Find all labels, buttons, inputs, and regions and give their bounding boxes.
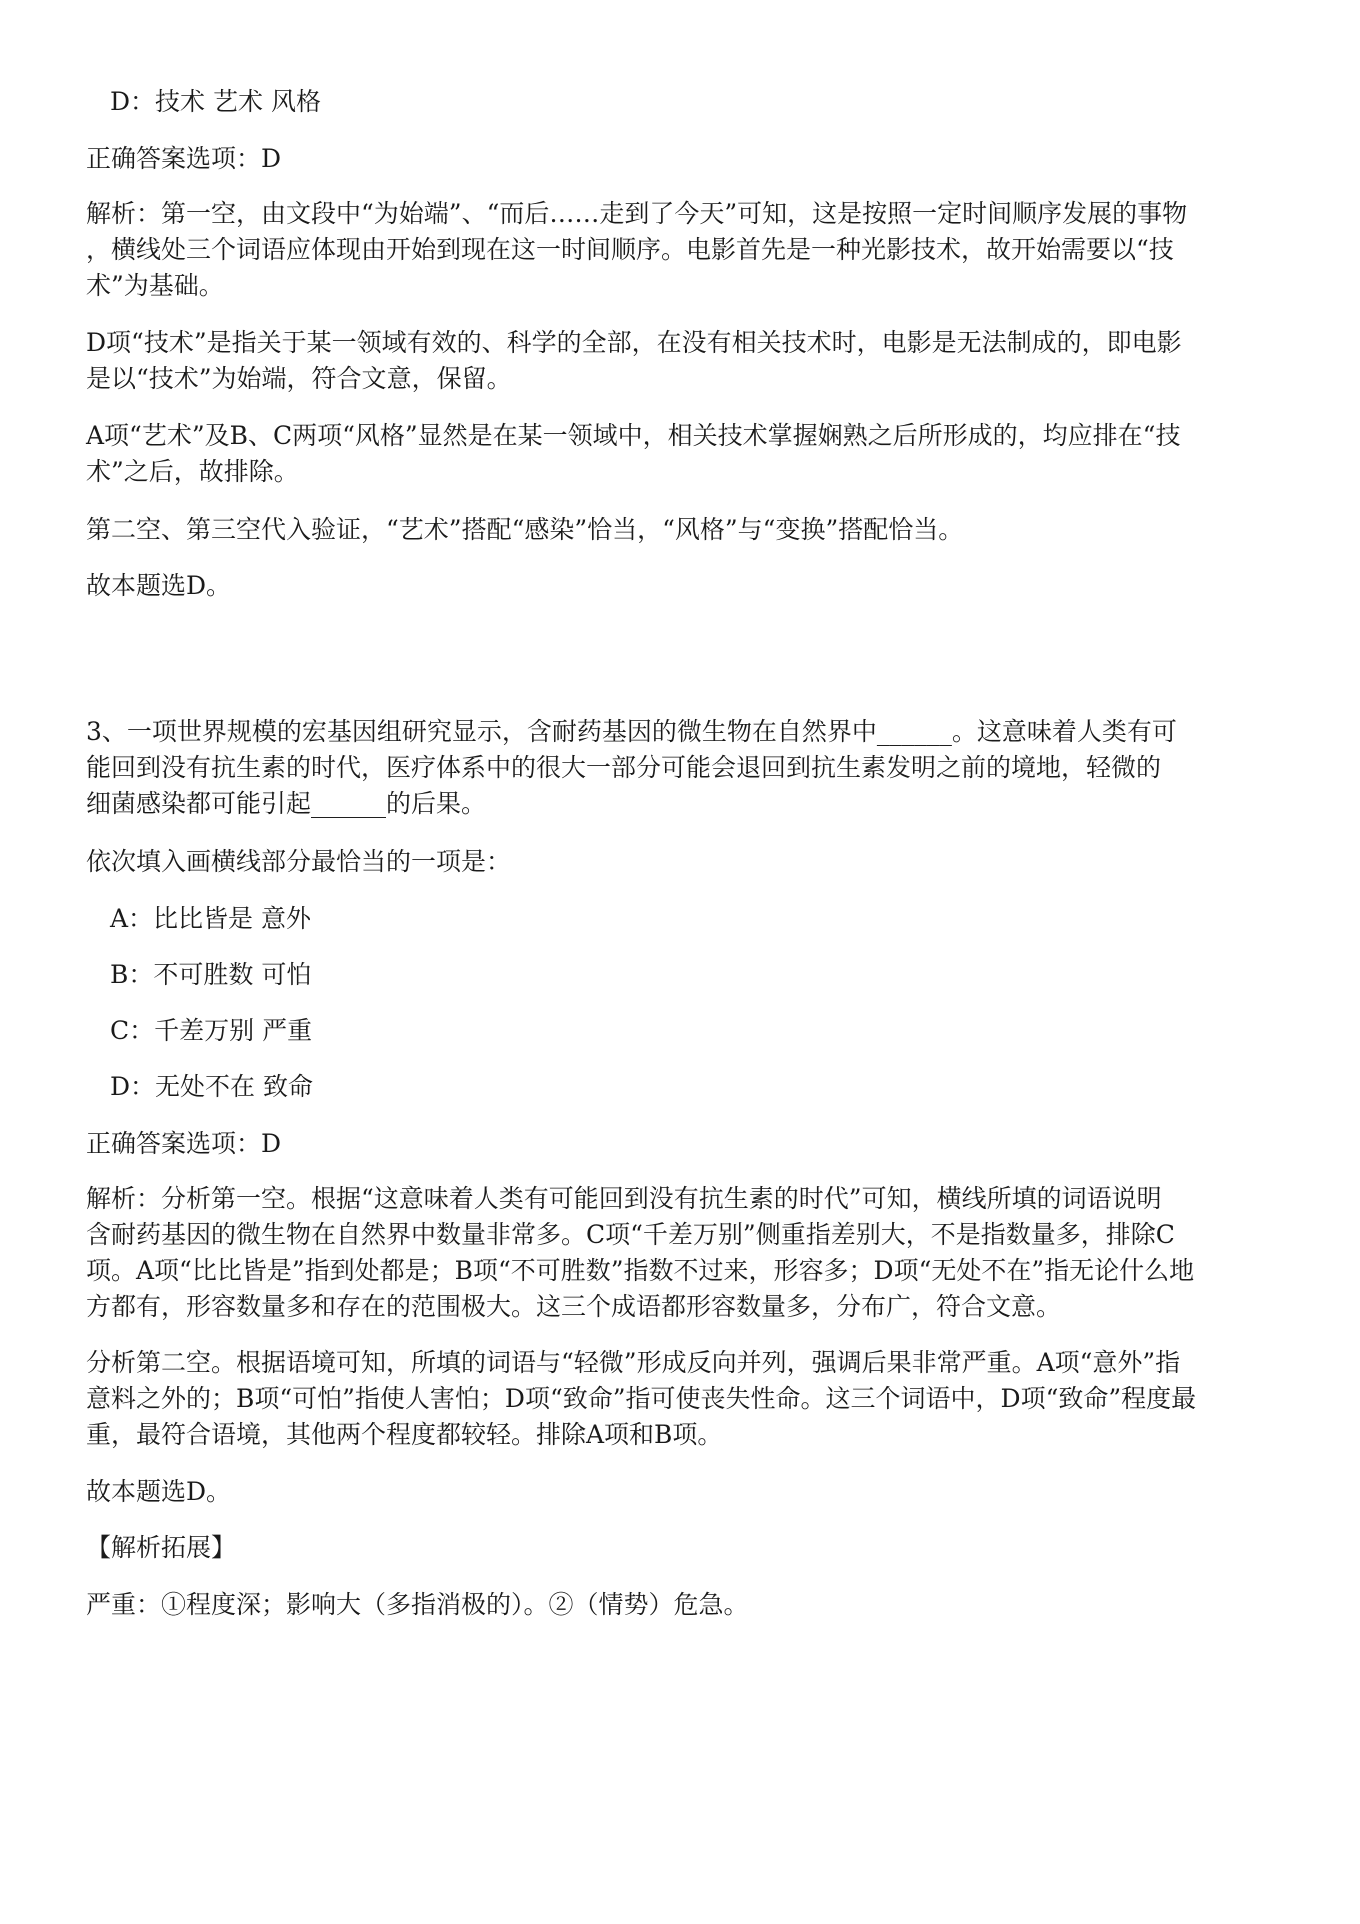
prev-para2-line: D项“技术”是指关于某一领域有效的、科学的全部，在没有相关技术时，电影是无法制成的，即电影 — [86, 328, 1182, 357]
prev-para3-line: A项“艺术”及B、C两项“风格”显然是在某一领域中，相关技术掌握娴熟之后所形成的，均应排在“技 — [86, 421, 1181, 450]
prev-analysis-para2 — [86, 325, 1286, 397]
question3-answer: 正确答案选项：D — [86, 1129, 282, 1158]
prev-answer: 正确答案选项：D — [86, 144, 282, 173]
question3-analysis2-line: 意料之外的；B项“可怕”指使人害怕；D项“致命”指可使丧失性命。这三个词语中，D项“致命”程度最 — [86, 1384, 1197, 1413]
extension-text: 严重：①程度深；影响大（多指消极的）。②（情势）危急。 — [86, 1590, 749, 1619]
prev-conclusion: 故本题选D。 — [86, 571, 232, 600]
prev-analysis-line: 术”为基础。 — [86, 271, 224, 300]
question3-analysis-line: 方都有，形容数量多和存在的范围极大。这三个成语都形容数量多，分布广，符合文意。 — [86, 1292, 1062, 1321]
question3-analysis-line: 解析：分析第一空。根据“这意味着人类有可能回到没有抗生素的时代”可知，横线所填的词语说明 — [86, 1184, 1162, 1213]
question3-conclusion: 故本题选D。 — [86, 1477, 232, 1506]
prev-analysis-para4: 第二空、第三空代入验证，“艺术”搭配“感染”恰当，“风格”与“变换”搭配恰当。 — [86, 515, 964, 544]
prev-analysis-line: 解析：第一空，由文段中“为始端”、“而后……走到了今天”可知，这是按照一定时间顺序发展的事物 — [86, 199, 1188, 228]
question3-stem — [86, 714, 1286, 822]
question3-analysis-line: 含耐药基因的微生物在自然界中数量非常多。C项“千差万别”侧重指差别大，不是指数量多，排除C — [86, 1220, 1175, 1249]
question3-prompt: 依次填入画横线部分最恰当的一项是： — [86, 847, 512, 876]
question3-analysis2-line: 重，最符合语境，其他两个程度都较轻。排除A项和B项。 — [86, 1420, 723, 1449]
prev-option-d: D：技术 艺术 风格 — [110, 87, 321, 116]
document-page — [86, 0, 1286, 1924]
question3-analysis2-line: 分析第二空。根据语境可知，所填的词语与“轻微”形成反向并列，强调后果非常严重。A项“意外”指 — [86, 1348, 1181, 1377]
extension-title: 【解析拓展】 — [86, 1533, 237, 1562]
question3-option-b: B：不可胜数 可怕 — [110, 960, 312, 989]
question3-option-c: C：千差万别 严重 — [110, 1016, 313, 1045]
question3-stem-line: 细菌感染都可能引起______的后果。 — [86, 789, 487, 818]
question3-stem-line: 能回到没有抗生素的时代，医疗体系中的很大一部分可能会退回到抗生素发明之前的境地，轻微的 — [86, 753, 1162, 782]
prev-analysis-line: ，横线处三个词语应体现由开始到现在这一时间顺序。电影首先是一种光影技术，故开始需要以“技 — [86, 235, 1174, 264]
prev-para3-line: 术”之后，故排除。 — [86, 457, 299, 486]
question3-analysis-line: 项。A项“比比皆是”指到处都是；B项“不可胜数”指数不过来，形容多；D项“无处不在”指无论什么地 — [86, 1256, 1195, 1285]
question3-option-a: A：比比皆是 意外 — [110, 904, 312, 933]
prev-analysis — [86, 196, 1286, 304]
prev-para2-line: 是以“技术”为始端，符合文意，保留。 — [86, 364, 512, 393]
prev-analysis-para3 — [86, 418, 1286, 490]
question3-analysis — [86, 1181, 1286, 1325]
question3-analysis2 — [86, 1345, 1286, 1453]
question3-option-d: D：无处不在 致命 — [110, 1072, 313, 1101]
question3-stem-line: 3、一项世界规模的宏基因组研究显示，含耐药基因的微生物在自然界中______。这意味着人类有可 — [86, 717, 1177, 746]
